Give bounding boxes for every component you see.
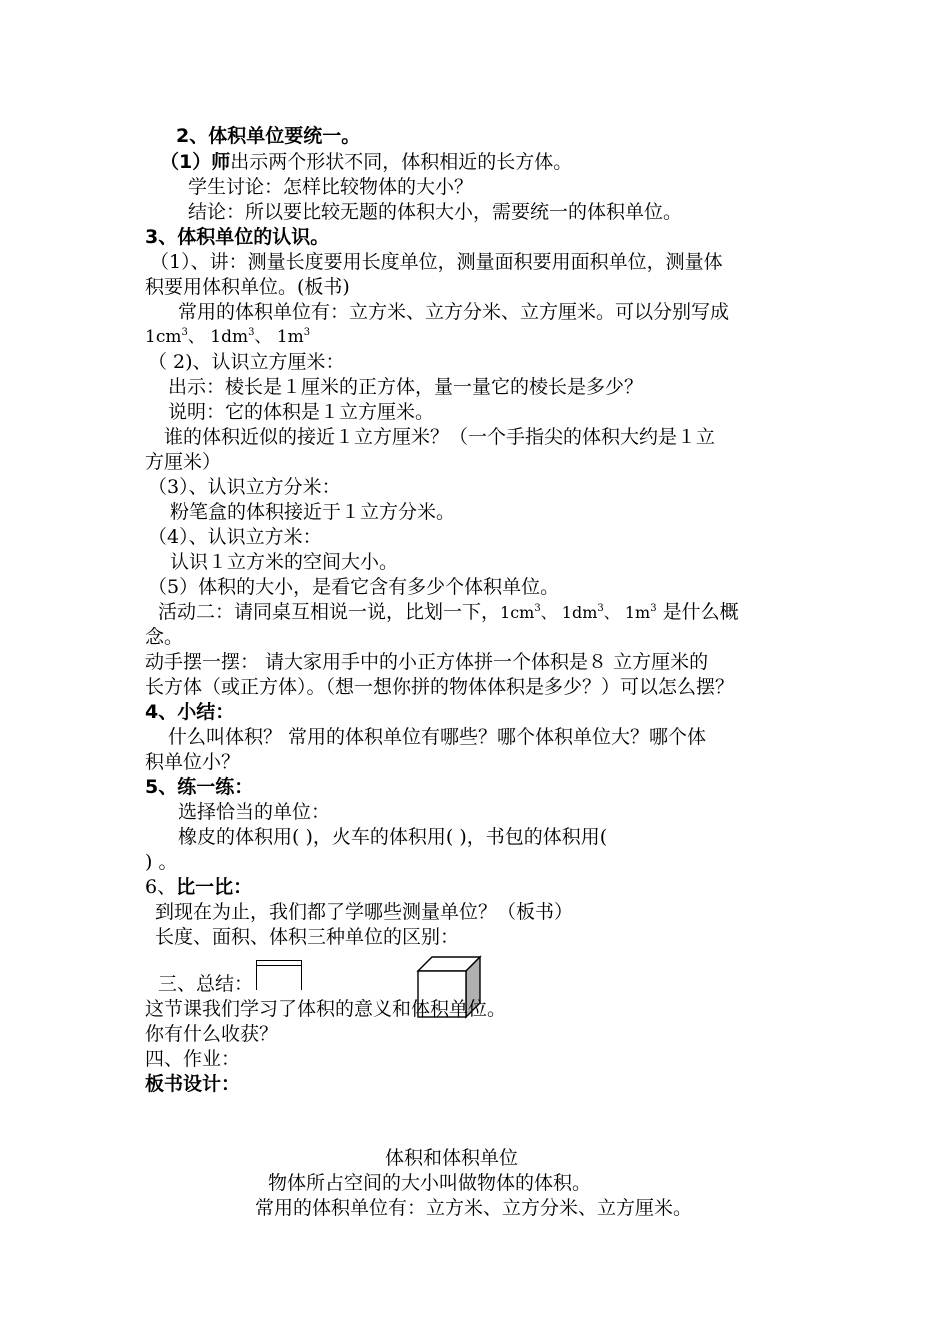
section-3-2-question-line2: 方厘米） — [145, 451, 222, 473]
unit-separator: 、 — [603, 603, 625, 622]
superscript-3: 3 — [650, 603, 657, 614]
section-3-common-units: 常用的体积单位有：立方米、立方分米、立方厘米。可以分别写成 — [178, 301, 730, 323]
superscript-3: 3 — [303, 327, 311, 338]
section-3-4-text: 认识１立方米的空间大小。 — [170, 551, 399, 573]
unit-separator: 、 — [540, 603, 562, 622]
summary-text: 这节课我们学习了体积的意义和体积单位。 — [145, 998, 507, 1020]
section-3-2-show: 出示：棱长是１厘米的正方体，量一量它的棱长是多少？ — [168, 376, 644, 398]
gain-question: 你有什么收获？ — [145, 1023, 279, 1045]
section-6-difference: 长度、面积、体积三种单位的区别： — [155, 926, 460, 948]
superscript-3: 3 — [248, 327, 255, 338]
section-4-title: 4、小结： — [145, 701, 235, 723]
hands-on-line2: 长方体（或正方体）。（想一想你拼的物体体积是多少？）可以怎么摆？ — [145, 676, 735, 698]
unit-dm: 1dm — [210, 327, 249, 347]
activity-2-prefix: 活动二：请同桌互相说一说，比划一下， — [158, 601, 501, 623]
section-4-line1: 什么叫体积？ 常用的体积单位有哪些？哪个体积单位大？哪个体 — [168, 726, 707, 748]
section-3-2-explain: 说明：它的体积是１立方厘米。 — [168, 401, 435, 423]
section-6-number: 6、 — [145, 876, 177, 898]
section-3-1-line2: 积要用体积单位。(板书) — [145, 276, 350, 298]
section-5-line1: 橡皮的体积用( )，火车的体积用( )，书包的体积用( — [178, 826, 608, 848]
summary-title: 三、总结： — [158, 973, 254, 995]
section-3-3-text: 粉笔盒的体积接近于１立方分米。 — [170, 501, 456, 523]
superscript-3: 3 — [181, 327, 188, 338]
unit-cm: 1cm — [145, 327, 182, 347]
section-3-2-question-line1: 谁的体积近似的接近１立方厘米？（一个手指尖的体积大约是１立 — [164, 426, 716, 448]
section-5-choose: 选择恰当的单位： — [178, 801, 331, 823]
section-5-line2: ) 。 — [145, 851, 178, 873]
section-3-4-title: （4）、认识立方米： — [148, 526, 322, 548]
section-4-line2: 积单位小？ — [145, 751, 241, 773]
activity-2-suffix: 是什么概 — [656, 601, 739, 623]
section-6-question: 到现在为止，我们都了学哪些测量单位？（板书） — [155, 901, 574, 923]
section-3-title: 3、体积单位的认识。 — [145, 226, 330, 248]
section-3-3-title: （3）、认识立方分米： — [148, 476, 341, 498]
section-2-1-text: 出示两个形状不同，体积相近的长方体。 — [230, 151, 573, 173]
superscript-3: 3 — [597, 603, 604, 614]
activity-2-line1 — [158, 600, 739, 625]
section-2-title: 2、体积单位要统一。 — [176, 125, 361, 147]
area-unit-figure — [256, 960, 302, 990]
section-5-title: 5、练一练： — [145, 776, 254, 798]
board-line1: 物体所占空间的大小叫做物体的体积。 — [268, 1172, 592, 1194]
section-3-1-line1: （1）、讲：测量长度要用长度单位，测量面积要用面积单位，测量体 — [150, 251, 723, 273]
section-3-2-title: （ 2)、认识立方厘米： — [148, 351, 345, 373]
section-2-conclusion: 结论：所以要比较无题的体积大小，需要统一的体积单位。 — [188, 201, 683, 223]
unit-m: 1m — [276, 327, 304, 347]
section-2-1 — [160, 150, 572, 174]
unit-dm: 1dm — [561, 603, 598, 622]
section-3-5: （5）体积的大小，是看它含有多少个体积单位。 — [148, 576, 560, 598]
section-6-title: 比一比： — [176, 876, 253, 898]
board-heading: 体积和体积单位 — [385, 1147, 519, 1169]
section-6-heading — [145, 875, 252, 899]
activity-2-line2: 念。 — [145, 626, 184, 648]
section-2-1-label: （1）师 — [160, 151, 231, 173]
unit-m: 1m — [624, 603, 651, 622]
unit-cm: 1cm — [500, 603, 535, 622]
unit-notation-line — [145, 325, 310, 349]
superscript-3: 3 — [534, 603, 541, 614]
unit-separator: 、 — [254, 327, 277, 347]
board-design-title: 板书设计： — [145, 1073, 241, 1095]
unit-separator: 、 — [187, 327, 211, 347]
board-line2: 常用的体积单位有：立方米、立方分米、立方厘米。 — [255, 1197, 693, 1219]
homework-title: 四、作业： — [145, 1048, 241, 1070]
hands-on-line1: 动手摆一摆： 请大家用手中的小正方体拼一个体积是８ 立方厘米的 — [145, 651, 709, 673]
section-2-discussion: 学生讨论：怎样比较物体的大小？ — [188, 176, 474, 198]
